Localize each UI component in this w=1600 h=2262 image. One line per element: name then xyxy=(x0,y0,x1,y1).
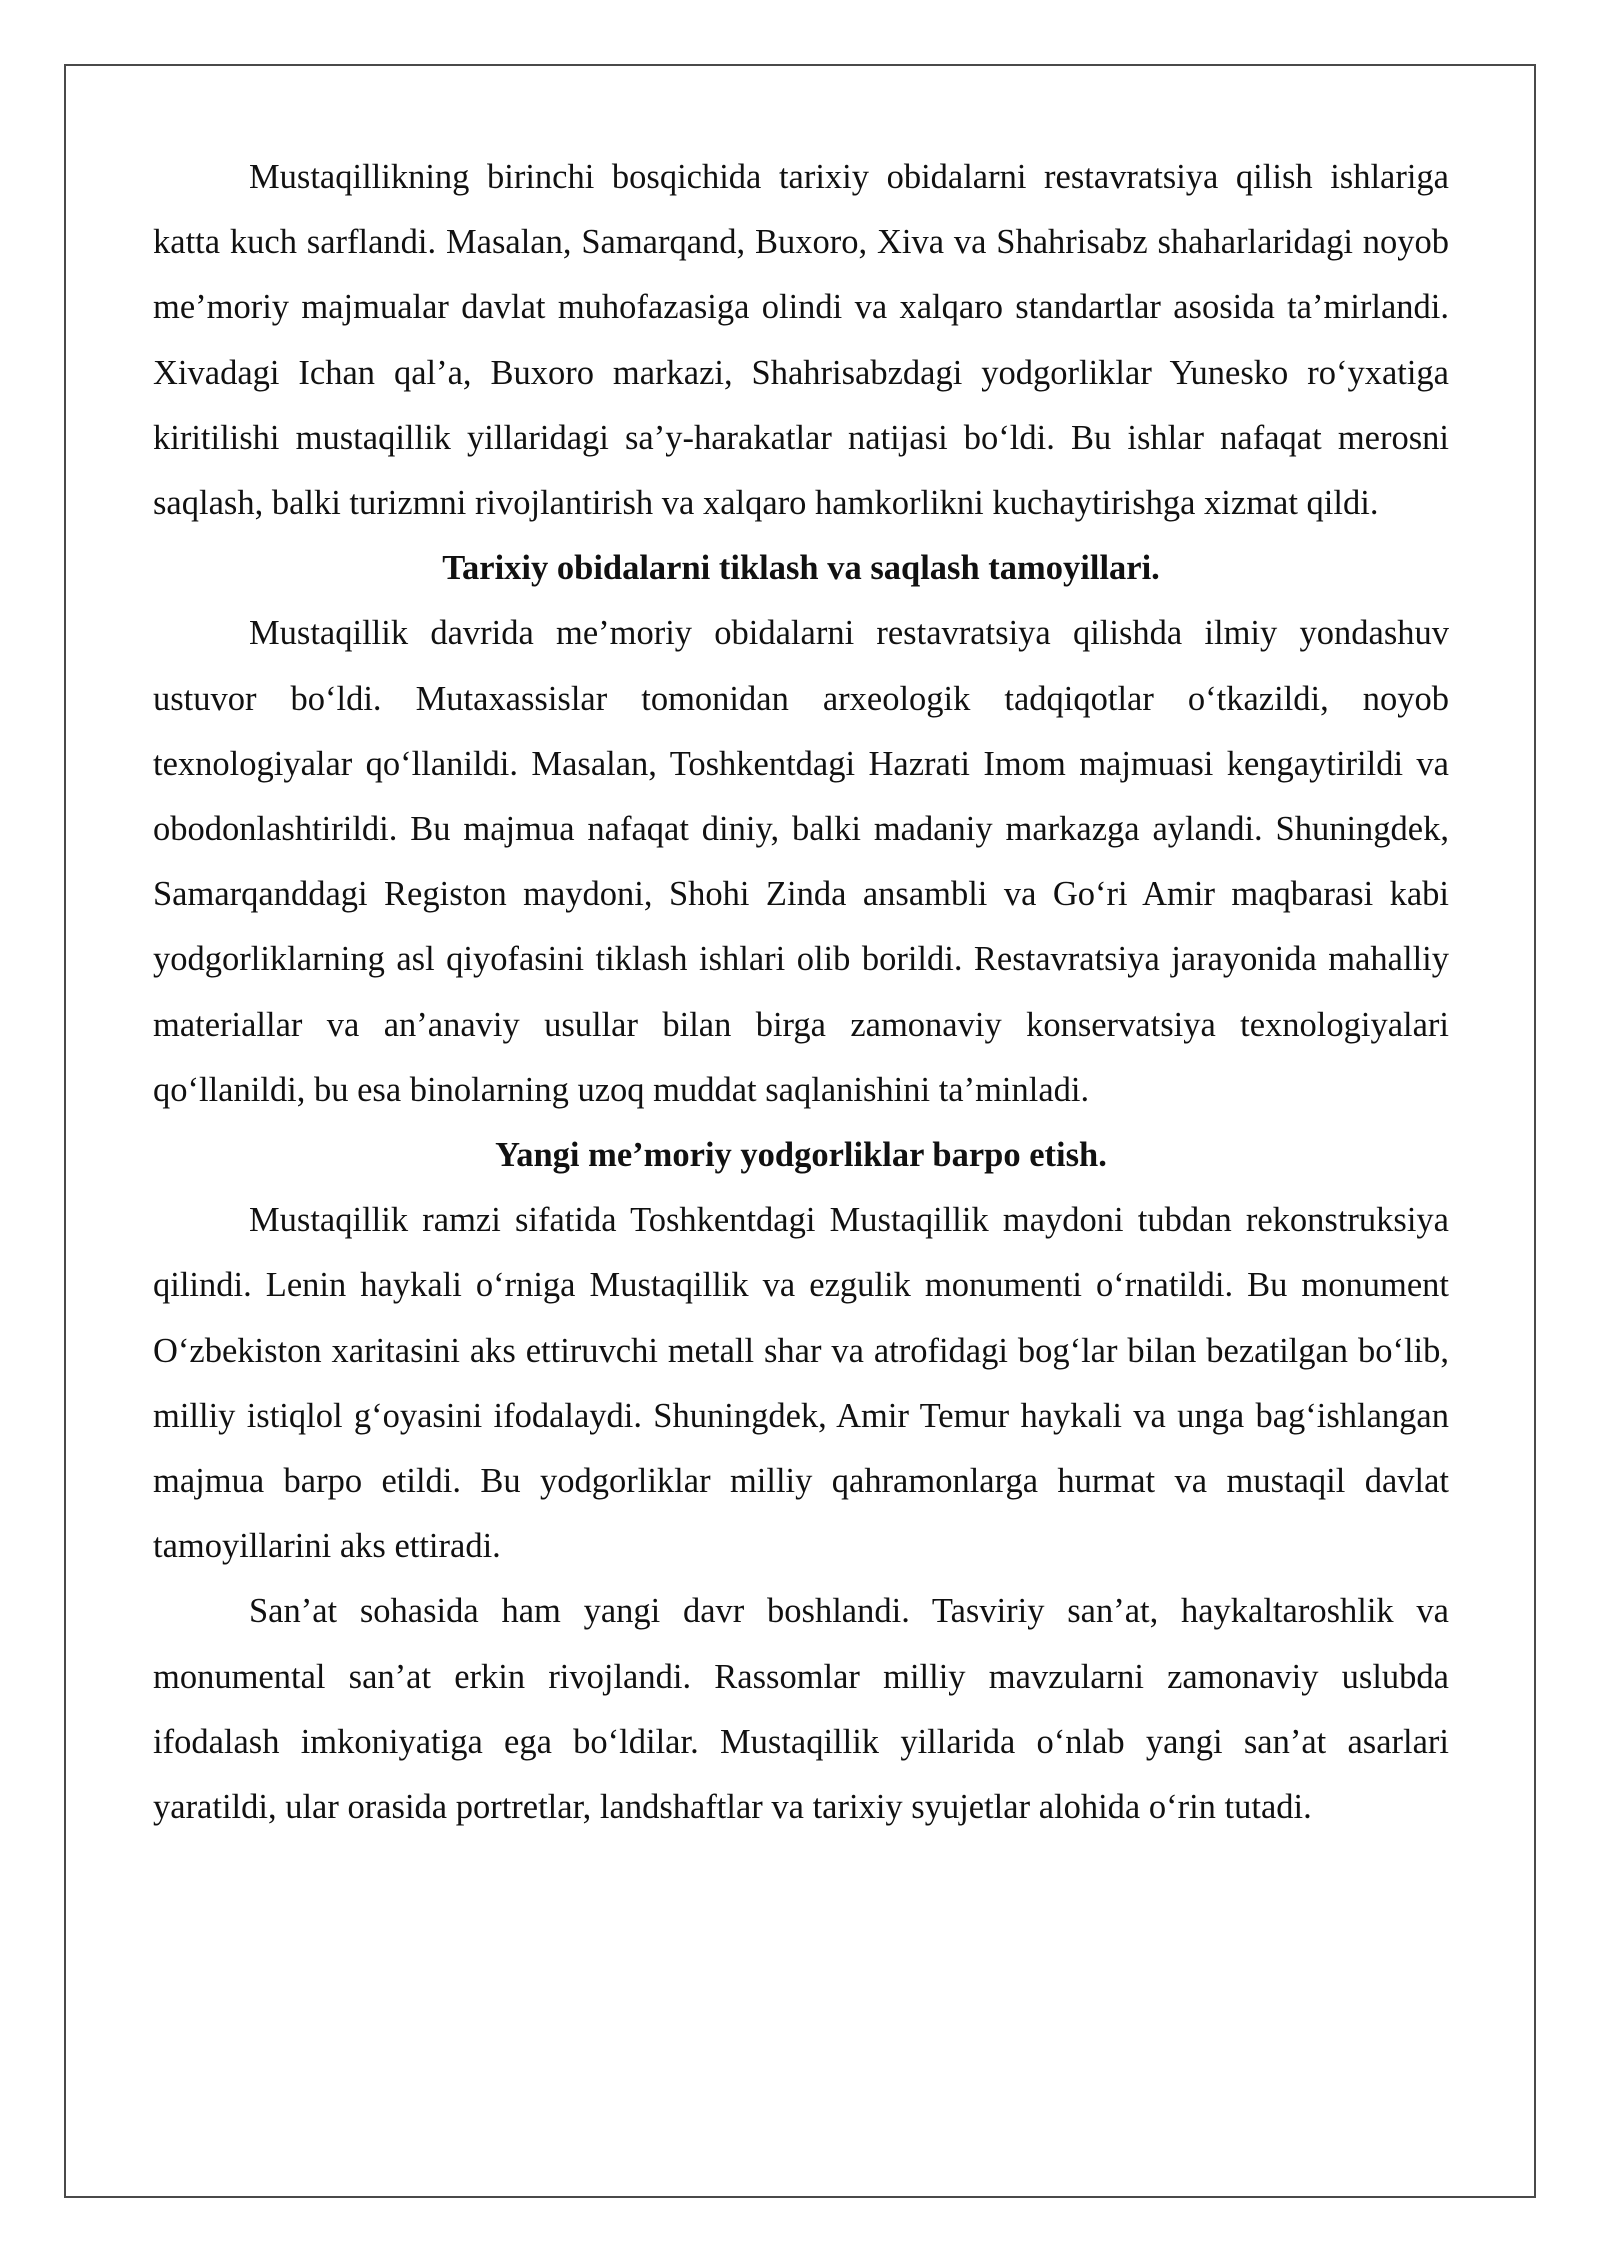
section-heading: Tarixiy obidalarni tiklash va saqlash tamoyillari. xyxy=(442,549,1160,588)
paragraph: Mustaqillikning birinchi bosqichida tarixiy obidalarni restavratsiya qilish ishlariga katta kuch sarflandi. Masalan, Samarqand, Buxoro, Xiva va Shahrisabz shaharlaridagi noyob me’moriy majmualar davlat muhofazasiga olindi va xalqaro standartlar asosida ta’mirlandi. Xivadagi Ichan qal’a, Buxoro markazi, Shahrisabzdagi yodgorliklar Yunesko ro‘yxatiga kiritilishi mustaqillik yillaridagi sa’y-harakatlar natijasi bo‘ldi. Bu ishlar nafaqat merosni saqlash, balki turizmni rivojlantirish va xalqaro hamkorlikni kuchaytirishga xizmat qildi. xyxy=(153,158,1449,523)
paragraph: Mustaqillik davrida me’moriy obidalarni restavratsiya qilishda ilmiy yondashuv ustuvor bo‘ldi. Mutaxassislar tomonidan arxeologik tadqiqotlar o‘tkazildi, noyob texnologiyalar qo‘llanildi. Masalan, Toshkentdagi Hazrati Imom majmuasi kengaytirildi va obodonlashtirildi. Bu majmua nafaqat diniy, balki madaniy markazga aylandi. Shuningdek, Samarqanddagi Registon maydoni, Shohi Zinda ansambli va Go‘ri Amir maqbarasi kabi yodgorliklarning asl qiyofasini tiklash ishlari olib borildi. Restavratsiya jarayonida mahalliy materiallar va an’anaviy usullar bilan birga zamonaviy konservatsiya texnologiyalari qo‘llanildi, bu esa binolarning uzoq muddat saqlanishini ta’minladi. xyxy=(153,614,1449,1109)
paragraph: Mustaqillik ramzi sifatida Toshkentdagi Mustaqillik maydoni tubdan rekonstruksiya qilindi. Lenin haykali o‘rniga Mustaqillik va ezgulik monumenti o‘rnatildi. Bu monument O‘zbekiston xaritasini aks ettiruvchi metall shar va atrofidagi bog‘lar bilan bezatilgan bo‘lib, milliy istiqlol g‘oyasini ifodalaydi. Shuningdek, Amir Temur haykali va unga bag‘ishlangan majmua barpo etildi. Bu yodgorliklar milliy qahramonlarga hurmat va mustaqil davlat tamoyillarini aks ettiradi. xyxy=(153,1201,1449,1566)
paragraph: San’at sohasida ham yangi davr boshlandi. Tasviriy san’at, haykaltaroshlik va monumental san’at erkin rivojlandi. Rassomlar milliy mavzularni zamonaviy uslubda ifodalash imkoniyatiga ega bo‘ldilar. Mustaqillik yillarida o‘nlab yangi san’at asarlari yaratildi, ular orasida portretlar, landshaftlar va tarixiy syujetlar alohida o‘rin tutadi. xyxy=(153,1592,1449,1827)
section-heading: Yangi me’moriy yodgorliklar barpo etish. xyxy=(495,1136,1107,1175)
document-body xyxy=(153,145,1449,1840)
